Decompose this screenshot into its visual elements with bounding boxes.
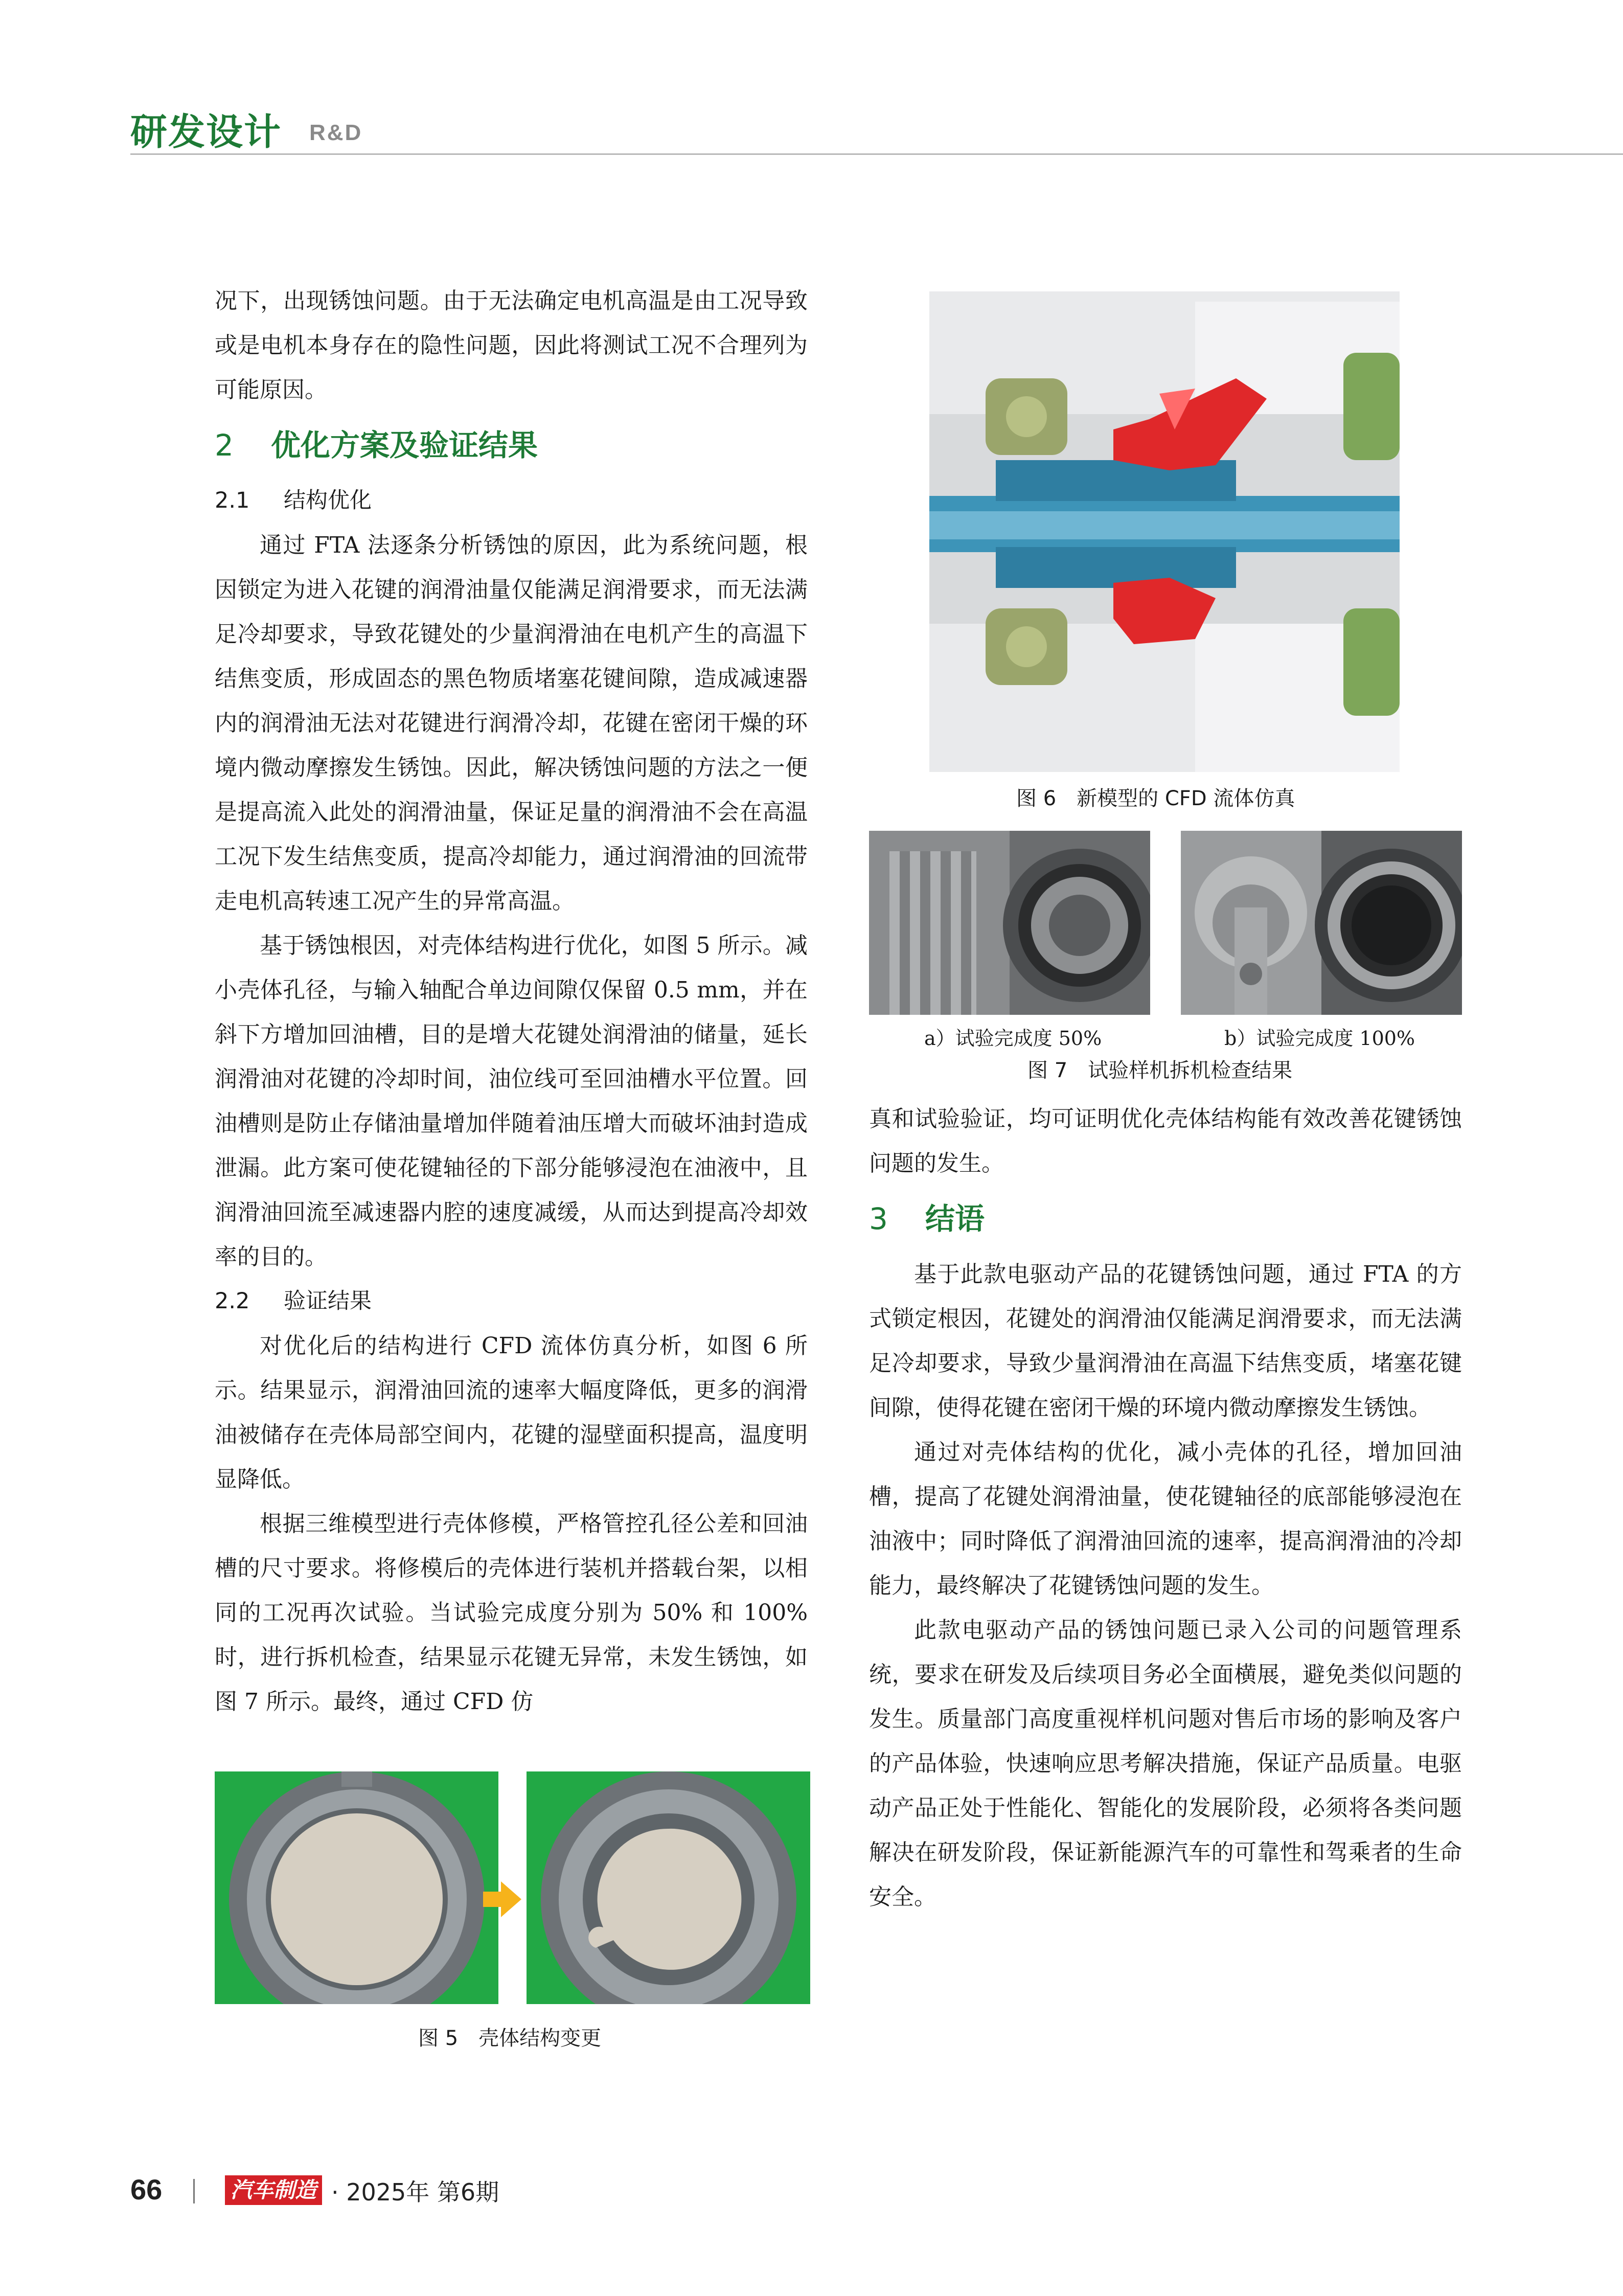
section-3-title: 结语 <box>925 1201 985 1236</box>
figure-7a-image <box>869 831 1150 1015</box>
figure-7a-spline-photo <box>869 831 1150 1015</box>
figure-7-caption: 图 7 试验样机拆机检查结果 <box>1027 1059 1293 1082</box>
figure-7a-subcaption: a）试验完成度 50% <box>924 1027 1102 1050</box>
right-paragraph-0: 真和试验验证，均可证明优化壳体结构能有效改善花键锈蚀问题的发生。 <box>869 1106 1462 1176</box>
section-header-subtitle: R&D <box>309 120 363 145</box>
section-2-number: 2 <box>215 428 234 463</box>
section-header-title: 研发设计 <box>130 110 282 153</box>
left-paragraph-0: 况下，出现锈蚀问题。由于无法确定电机高温是由工况导致或是电机本身存在的隐性问题，因此将测试工况不合理列为可能原因。 <box>215 288 808 403</box>
left-paragraph-3: 对优化后的结构进行 CFD 流体仿真分析，如图 6 所示。结果显示，润滑油回流的速率大幅度降低，更多的润滑油被储存在壳体局部空间内，花键的湿壁面积提高，温度明显降低。 <box>215 1333 808 1492</box>
section-2-heading <box>215 412 808 479</box>
figure-6-cfd-illustration <box>929 291 1400 772</box>
subsection-2-2-heading <box>215 1279 808 1324</box>
subsection-2-1-heading <box>215 479 808 523</box>
figure-5-housing-illustration <box>215 1771 810 2004</box>
subsection-2-1-title: 结构优化 <box>284 488 372 513</box>
header-rule <box>130 153 1623 155</box>
left-column <box>215 279 808 1724</box>
right-paragraph-2: 通过对壳体结构的优化，减小壳体的孔径，增加回油槽，提高了花键处润滑油量，使花键轴径的底部能够浸泡在油液中；同时降低了润滑油回流的速率，提高润滑油的冷却能力，最终解决了花键锈蚀问题的发生。 <box>869 1439 1462 1599</box>
footer-divider <box>193 2179 195 2203</box>
figure-6-image <box>929 291 1400 772</box>
right-paragraph-1: 基于此款电驱动产品的花键锈蚀问题，通过 FTA 的方式锁定根因，花键处的润滑油仅能满足润滑要求，而无法满足冷却要求，导致少量润滑油在高温下结焦变质，堵塞花键间隙，使得花键在密闭干燥的环境内微动摩擦发生锈蚀。 <box>869 1261 1462 1421</box>
left-paragraph-1: 通过 FTA 法逐条分析锈蚀的原因，此为系统问题，根因锁定为进入花键的润滑油量仅能满足润滑要求，而无法满足冷却要求，导致花键处的少量润滑油在电机产生的高温下结焦变质，形成固态的黑色物质堵塞花键间隙，造成减速器内的润滑油无法对花键进行润滑冷却，花键在密闭干燥的环境内微动摩擦发生锈蚀。因此，解决锈蚀问题的方法之一便是提高流入此处的润滑油量，保证足量的润滑油不会在高温工况下发生结焦变质，提高冷却能力，通过润滑油的回流带走电机高转速工况产生的异常高温。 <box>215 532 808 914</box>
figure-6-caption: 图 6 新模型的 CFD 流体仿真 <box>1016 787 1295 810</box>
left-paragraph-4: 根据三维模型进行壳体修模，严格管控孔径公差和回油槽的尺寸要求。将修模后的壳体进行装机并搭载台架，以相同的工况再次试验。当试验完成度分别为 50% 和 100% 时，进行拆机检查，结果显示花键无异常，未发生锈蚀，如图 7 所示。最终，通过 CFD 仿 <box>215 1511 808 1715</box>
subsection-2-2-title: 验证结果 <box>284 1288 372 1314</box>
magazine-logo: 汽车制造业 <box>225 2175 322 2205</box>
right-paragraph-3: 此款电驱动产品的锈蚀问题已录入公司的问题管理系统，要求在研发及后续项目务必全面横展，避免类似问题的发生。质量部门高度重视样机问题对售后市场的影响及客户的产品体验，快速响应思考解决措施，保证产品质量。电驱动产品正处于性能化、智能化的发展阶段，必须将各类问题解决在研发阶段，保证新能源汽车的可靠性和驾乘者的生命安全。 <box>869 1617 1462 1910</box>
figure-5-caption: 图 5 壳体结构变更 <box>418 2027 602 2050</box>
figure-7b-subcaption: b）试验完成度 100% <box>1224 1027 1415 1050</box>
figure-7b-image <box>1181 831 1462 1015</box>
subsection-2-2-number: 2.2 <box>215 1288 250 1314</box>
section-3-heading <box>869 1186 1462 1252</box>
subsection-2-1-number: 2.1 <box>215 488 250 513</box>
figure-7b-spline-photo <box>1181 831 1462 1015</box>
right-column <box>869 1097 1462 1919</box>
section-3-number: 3 <box>869 1201 888 1236</box>
figure-5-image <box>215 1771 810 2004</box>
page-number: 66 <box>130 2173 163 2206</box>
issue-info: · 2025年 第6期 <box>331 2178 499 2206</box>
section-2-title: 优化方案及验证结果 <box>271 428 538 463</box>
left-paragraph-2: 基于锈蚀根因，对壳体结构进行优化，如图 5 所示。减小壳体孔径，与输入轴配合单边间隙仅保留 0.5 mm，并在斜下方增加回油槽，目的是增大花键处润滑油的储量，延长润滑油对花键的冷却时间，油位线可至回油槽水平位置。回油槽则是防止存储油量增加伴随着油压增大而破坏油封造成泄漏。此方案可使花键轴径的下部分能够浸泡在油液中，且润滑油回流至减速器内腔的速度减缓，从而达到提高冷却效率的目的。 <box>215 933 808 1270</box>
